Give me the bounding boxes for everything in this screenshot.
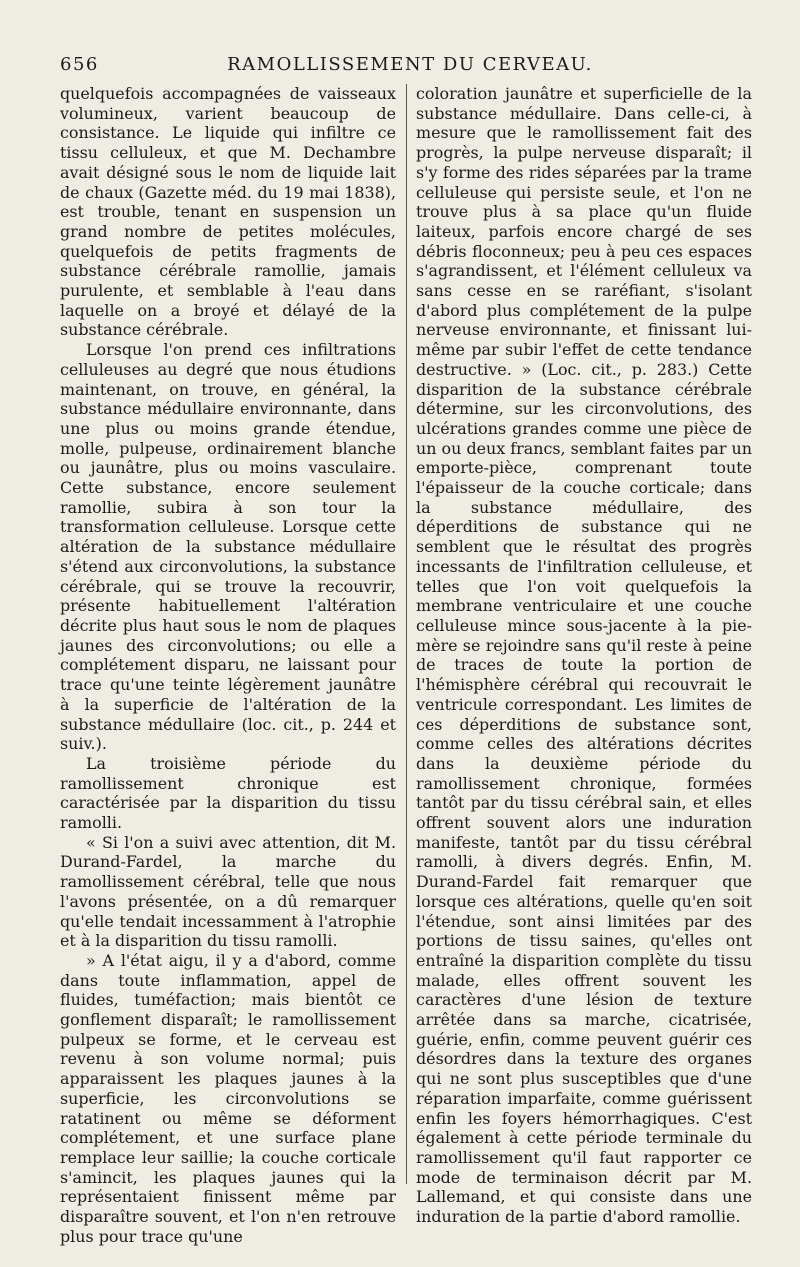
- right-column: [416, 84, 752, 1227]
- page-number: 656: [60, 54, 99, 75]
- page-header: [60, 54, 760, 84]
- paragraph: La troisième période du ramollissement chronique est caractérisée par la disparition du tissu ramolli.: [60, 753, 396, 833]
- paragraph: coloration jaunâtre et superficielle de la substance médullaire. Dans celle-ci, à mesure que le ramollissement fait des progrès, la pulpe nerveuse disparaît; il s'y forme des rides séparées par la trame celluleuse qui persiste seule, et l'on ne trouve plus à sa place qu'un fluide laiteux, parfois encore chargé de ses débris floconneux; peu à peu ces espaces s'agrandissent, et l'élément celluleux va sans cesse en se raréfiant, s'isolant d'abord plus complétement de la pulpe nerveuse environnante, et finissant lui-même par subir l'effet de cette tendance destructive. » (Loc. cit., p. 283.) Cette disparition de la substance cérébrale détermine, sur les circonvolutions, des ulcérations grandes comme une pièce de un ou deux francs, semblant faites par un emporte-pièce, comprenant toute l'épaisseur de la couche corticale; dans la substance médullaire, des déperditions de substance qui ne semblent que le résultat des progrès incessants de l'infiltration celluleuse, et telles que l'on voit quelquefois la membrane ventriculaire et une couche celluleuse mince sous-jacente à la pie-mère se rejoindre sans qu'il reste à peine de traces de toute la portion de l'hémisphère cérébral qui recouvrait le ventricule correspondant. Les limites de ces déperditions de substance sont, comme celles des altérations décrites dans la deuxième période du ramollissement chronique, formées tantôt par du tissu cérébral sain, et elles offrent souvent alors une induration manifeste, tantôt par du tissu cérébral ramolli, à divers degrés. Enfin, M. Durand-Fardel fait remarquer que lorsque ces altérations, quelle qu'en soit l'étendue, sont ainsi limitées par des portions de tissu saines, qu'elles ont entraîné la disparition complète du tissu malade, elles offrent souvent les caractères d'une lésion de texture arrêtée dans sa marche, cicatrisée, guérie, enfin, comme peuvent guérir ces désordres dans la texture des organes qui ne sont plus susceptibles que d'une réparation imparfaite, comme guérissent enfin les foyers hémorrhagiques. C'est également à cette période terminale du ramollissement qu'il faut rapporter ce mode de terminaison décrit par M. Lallemand, et qui consiste dans une induration de la partie d'abord ramollie.: [416, 84, 752, 1227]
- text-columns: [60, 84, 760, 1246]
- left-column: [60, 84, 396, 1246]
- paragraph: « Si l'on a suivi avec attention, dit M. Durand-Fardel, la marche du ramollissement cérébral, telle que nous l'avons présentée, on a dû remarquer qu'elle tendait incessamment à l'atrophie et à la disparition du tissu ramolli.: [60, 832, 396, 951]
- running-title: RAMOLLISSEMENT DU CERVEAU.: [227, 54, 593, 75]
- column-divider: [406, 84, 407, 1184]
- paragraph: » A l'état aigu, il y a d'abord, comme dans toute inflammation, appel de fluides, tuméfaction; mais bientôt ce gonflement disparaît; le ramollissement pulpeux se forme, et le cerveau est revenu à son volume normal; puis apparaissent les plaques jaunes à la superficie, les circonvolutions se ratatinent ou même se déforment complétement, et une surface plane remplace leur saillie; la couche corticale s'amincit, les plaques jaunes qui la représentaient finissent même par disparaître souvent, et l'on n'en retrouve plus pour trace qu'une: [60, 950, 396, 1246]
- paragraph: quelquefois accompagnées de vaisseaux volumineux, varient beaucoup de consistance. Le liquide qui infiltre ce tissu celluleux, et que M. Dechambre avait désigné sous le nom de liquide lait de chaux (Gazette méd. du 19 mai 1838), est trouble, tenant en suspension un grand nombre de petites molécules, quelquefois de petits fragments de substance cérébrale ramollie, jamais purulente, et semblable à l'eau dans laquelle on a broyé et délayé de la substance cérébrale.: [60, 84, 396, 340]
- paragraph: Lorsque l'on prend ces infiltrations celluleuses au degré que nous étudions maintenant, on trouve, en général, la substance médullaire environnante, dans une plus ou moins grande étendue, molle, pulpeuse, ordinairement blanche ou jaunâtre, plus ou moins vasculaire. Cette substance, encore seulement ramollie, subira à son tour la transformation celluleuse. Lorsque cette altération de la substance médullaire s'étend aux circonvolutions, la substance cérébrale, qui se trouve la recouvrir, présente habituellement l'altération décrite plus haut sous le nom de plaques jaunes des circonvolutions; ou elle a complétement disparu, ne laissant pour trace qu'une teinte légèrement jaunâtre à la superficie de l'altération de la substance médullaire (loc. cit., p. 244 et suiv.).: [60, 340, 396, 754]
